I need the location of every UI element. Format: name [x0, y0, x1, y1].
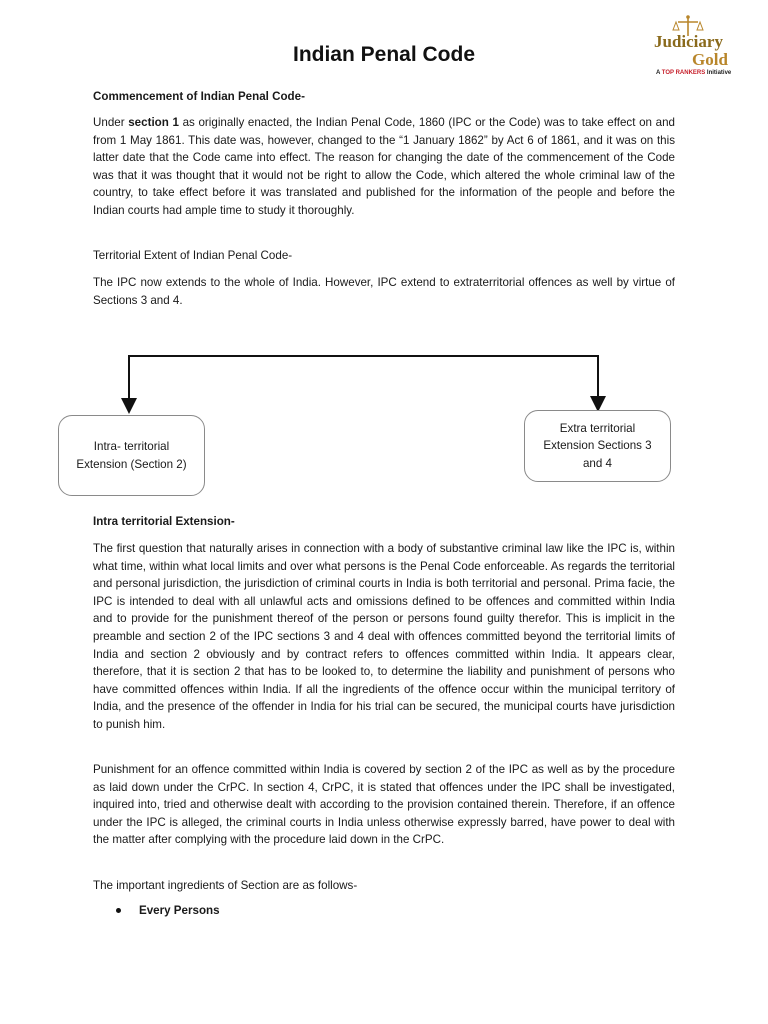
bullet-text: Every Persons: [139, 904, 220, 917]
intra-territorial-paragraph-1: The first question that naturally arises in connection with a body of substantive criminal law like the IPC is, within what time, within what local limits and over what persons is the Penal Code enforceable. As regards the territorial and personal jurisdiction, the jurisdiction of criminal courts in India is both territorial and personal. Prima facie, the IPC is intended to deal with all unlawful acts and omissions defined to be offences and committed within India and to provide for the punishment thereof of the person or persons found guilty therefor. This is implicit in the preamble and section 2 of the IPC sections 3 and 4 deal with offences committed beyond the territorial limits of India and section 2 obviously and by contract refers to offences committed within India. It appears clear, therefore, that it is section 2 that has to be looked to, to determine the liability and punishment of persons who have committed offences within India. If all the ingredients of the offence occur within the municipal territory of India, and the presence of the offender in India for his trial can be secured, the municipal courts have jurisdiction to punish him.: [93, 542, 675, 731]
intra-territorial-heading: Intra territorial Extension-: [93, 515, 235, 528]
intra-territorial-paragraph-2: Punishment for an offence committed within India is covered by section 2 of the IPC as well as by the procedure as laid down under the CrPC. In section 4, CrPC, it is stated that offences under the IPC shall be investigated, inquired into, tried and otherwise dealt with according to the provision contained therein. Therefore, if an offence under the IPC is alleged, the criminal courts in India unless otherwise expressly barred, have power to deal with the matter after complying with the procedure laid down in the CrPC.: [93, 763, 675, 847]
bullet-icon: [116, 908, 121, 913]
connector-line: [129, 356, 598, 410]
section-1-emphasis: section 1: [128, 116, 179, 129]
logo-tagline: A TOP RANKERS Initiative: [656, 70, 732, 76]
extension-diagram: [0, 340, 768, 510]
logo-text-judiciary: Judiciary: [654, 32, 723, 51]
logo-text-gold: Gold: [692, 50, 728, 69]
territorial-heading: Territorial Extent of Indian Penal Code-: [93, 249, 293, 262]
list-item: [116, 904, 220, 917]
ingredients-intro: The important ingredients of Section are as follows-: [93, 879, 358, 892]
commencement-heading: Commencement of Indian Penal Code-: [93, 90, 305, 103]
intra-territorial-box: Intra- territorial Extension (Section 2): [58, 415, 205, 496]
territorial-paragraph: The IPC now extends to the whole of India. However, IPC extend to extraterritorial offences as well by virtue of Sections 3 and 4.: [93, 276, 675, 307]
commencement-paragraph: Under section 1 as originally enacted, the Indian Penal Code, 1860 (IPC or the Code) was to take effect on and from 1 May 1861. This date was, however, changed to the “1 January 1862” by Act 6 of 1861, and it was on this latter date that the Code came into effect. The reason for changing the date of the commencement of the Code was that it was thought that it would not be right to allow the Code, which altered the whole criminal law of the country, to take effect before it was translated and published for the information of the people and before the Indian courts had ample time to study it thoroughly.: [93, 116, 675, 217]
extra-territorial-box: Extra territorial Extension Sections 3 and 4: [524, 410, 671, 482]
page-title: Indian Penal Code: [292, 43, 476, 66]
